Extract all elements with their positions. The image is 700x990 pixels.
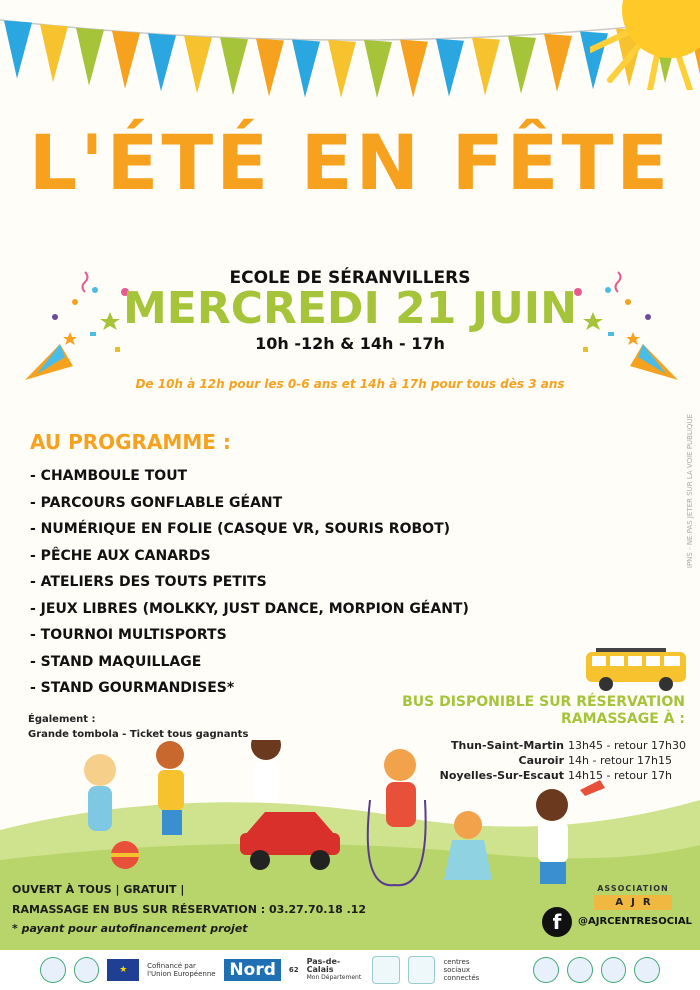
footer-line-1: OUVERT À TOUS | GRATUIT | <box>12 883 185 896</box>
legal-notice: IPNS - NE PAS JETER SUR LA VOIE PUBLIQUE <box>686 414 694 569</box>
bus-stop-time: 14h15 - retour 17h <box>568 769 672 782</box>
bunting-flag <box>184 36 212 94</box>
bunting-flag <box>292 39 320 97</box>
event-date: MERCREDI 21 JUIN <box>122 283 577 334</box>
centres-sociaux-logo: centres sociaux connectés <box>443 958 480 982</box>
cofinance-text: Cofinancé par l'Union Européenne <box>147 962 216 978</box>
bus-stop-town: Thun-Saint-Martin <box>451 739 565 752</box>
pdc-sub: Mon Département <box>306 974 362 981</box>
programme-item: - PARCOURS GONFLABLE GÉANT <box>30 494 283 511</box>
footer-line-3: * payant pour autofinancement projet <box>12 922 248 935</box>
bunting-flag <box>400 40 428 98</box>
bunting-flag <box>256 39 284 97</box>
programme-item: - PÊCHE AUX CANARDS <box>30 547 211 564</box>
bus-title-line-2: RAMASSAGE À : <box>561 711 685 727</box>
ajr-letter: J <box>631 897 635 908</box>
msa-logo <box>408 956 436 984</box>
bus-stop-row <box>438 738 688 753</box>
region-logo <box>567 957 593 983</box>
bus-schedule <box>438 738 688 783</box>
bunting-flag <box>4 20 32 78</box>
programme-item: - TOURNOI MULTISPORTS <box>30 627 227 643</box>
eu-flag-icon: ★ <box>107 959 139 981</box>
bus-title-line-1: BUS DISPONIBLE SUR RÉSERVATION <box>402 694 685 710</box>
page-title: L'ÉTÉ EN FÊTE <box>28 118 672 207</box>
programme-list <box>30 468 469 707</box>
ajr-letters <box>594 895 672 910</box>
programme-title: AU PROGRAMME : <box>30 430 231 454</box>
bunting-flag <box>112 31 140 89</box>
bunting-flag <box>508 36 536 94</box>
bunting-flag <box>148 33 176 91</box>
nord-logo: Nord <box>224 959 280 981</box>
bus-stop-town: Noyelles-Sur-Escaut <box>439 769 565 782</box>
programme-item: - STAND GOURMANDISES* <box>30 680 235 696</box>
facebook-icon[interactable]: f <box>542 907 572 937</box>
age-info: De 10h à 12h pour les 0-6 ans et 14h à 17h pour tous dès 3 ans <box>135 377 565 391</box>
bunting-flag <box>40 24 68 82</box>
bunting-flag <box>544 34 572 92</box>
bunting-flag <box>364 40 392 98</box>
programme-item: - ATELIERS DES TOUTS PETITS <box>30 574 267 590</box>
ajr-logo <box>594 884 672 910</box>
bunting-flag <box>220 37 248 95</box>
event-hours: 10h -12h & 14h - 17h <box>255 334 445 353</box>
also-label: Également : <box>28 714 96 725</box>
france-relance-logo <box>601 957 627 983</box>
pdc-number: 62 <box>288 966 299 974</box>
programme-item: - STAND MAQUILLAGE <box>30 653 202 670</box>
programme-item: - NUMÉRIQUE EN FOLIE (CASQUE VR, SOURIS ROBOT) <box>30 521 451 537</box>
footer-line-2: RAMASSAGE EN BUS SUR RÉSERVATION : 03.27.70.18 .12 <box>12 903 367 916</box>
commune-crest-logo <box>634 957 660 983</box>
bus-icon <box>582 646 690 692</box>
school-name: ECOLE DE SÉRANVILLERS <box>229 268 471 288</box>
bus-stop-row <box>438 753 688 768</box>
bus-stop-time: 13h45 - retour 17h30 <box>568 739 686 752</box>
caf-logo <box>372 956 400 984</box>
pdc-name: Pas-de-Calais <box>306 957 341 974</box>
bunting-flag <box>76 28 104 86</box>
bus-stop-row <box>438 768 688 783</box>
bus-stop-time: 14h - retour 17h15 <box>568 754 672 767</box>
pdc-logo <box>307 958 364 982</box>
prefecture-logo <box>533 957 559 983</box>
also-text: Grande tombola - Ticket tous gagnants <box>28 729 249 740</box>
facebook-handle[interactable]: @AJRCENTRESOCIAL <box>578 916 692 927</box>
programme-item: - CHAMBOULE TOUT <box>30 468 188 484</box>
partner-logos <box>0 950 700 990</box>
bunting-flag <box>436 39 464 97</box>
sun-icon <box>590 0 700 90</box>
bunting-flag <box>328 40 356 98</box>
ajr-word: ASSOCIATION <box>597 884 669 893</box>
bus-title <box>402 694 685 728</box>
ajr-letter: A <box>615 897 624 908</box>
bus-stop-town: Cauroir <box>518 754 565 767</box>
bunting-flag <box>472 38 500 96</box>
programme-item: - JEUX LIBRES (MOLKKY, JUST DANCE, MORPION GÉANT) <box>30 600 469 617</box>
agglomeration-logo <box>40 957 66 983</box>
ajr-letter: R <box>642 897 651 908</box>
hauts-de-france-logo <box>74 957 100 983</box>
